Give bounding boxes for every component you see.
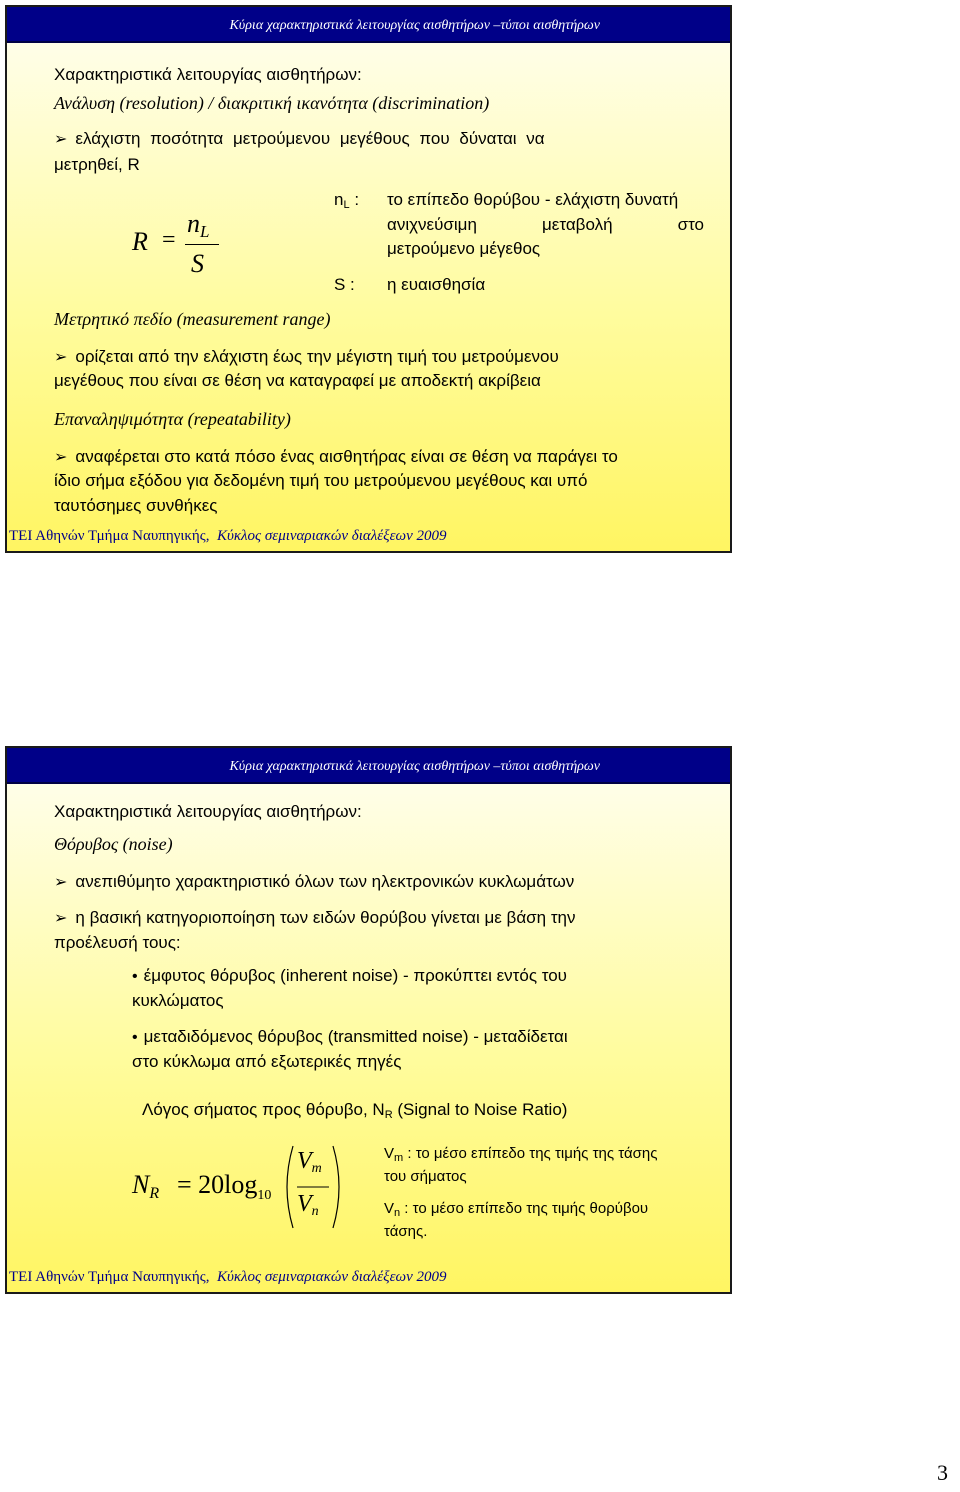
section-title: Χαρακτηριστικά λειτουργίας αισθητήρων: xyxy=(54,802,362,821)
def-nl-text3: μετρούμενο μέγεθος xyxy=(387,239,541,258)
def-s-label: S : xyxy=(334,275,355,294)
page-number: 3 xyxy=(937,1460,948,1485)
bullet-range-line2: μεγέθους που είναι σε θέση να καταγραφεί με αποδεκτή ακρίβεια xyxy=(54,371,541,390)
def-nl-text1: το επίπεδο θορύβου - ελάχιστη δυνατή xyxy=(387,190,679,209)
arrow-bullet-icon: ➢ xyxy=(54,131,68,148)
bullet-resolution: ➢ ελάχιστη ποσότητα μετρούμενου μεγέθους που δύναται να xyxy=(54,129,545,148)
bullet-repeatability: ➢ αναφέρεται στο κατά πόσο ένας αισθητήρας είναι σε θέση να παράγει το xyxy=(54,447,618,466)
sub-bullet-transmitted-line2: στο κύκλωμα από εξωτερικές πηγές xyxy=(132,1052,402,1071)
slide-header-bar xyxy=(7,748,730,784)
snr-title: Λόγος σήματος προς θόρυβο, $N_R$ (Signal to Noise Ratio) xyxy=(142,1100,568,1121)
def-vn-line2: τάσης. xyxy=(384,1223,428,1240)
repeatability-heading: Επαναληψιμότητα (repeatability) xyxy=(54,409,291,429)
noise-heading: Θόρυβος (noise) xyxy=(54,834,173,854)
bullet-range: ➢ ορίζεται από την ελάχιστη έως την μέγιστη τιμή του μετρούμενου xyxy=(54,347,559,366)
def-vn: $V_n$ : το μέσο επίπεδο της τιμής θορύβου xyxy=(384,1200,649,1219)
section-title: Χαρακτηριστικά λειτουργίας αισθητήρων: xyxy=(54,65,362,84)
def-nl-label: $n_L$ : xyxy=(334,190,360,211)
arrow-bullet-icon: ➢ xyxy=(54,910,68,927)
bullet-resolution-line2: μετρηθεί, R xyxy=(54,155,140,174)
slide-footer: ΤΕΙ Αθηνών Τμήμα Ναυπηγικής, Κύκλος σεμιναριακών διαλέξεων 2009 xyxy=(9,1269,447,1285)
bullet-dot-icon: • xyxy=(132,968,138,985)
fraction-bar xyxy=(185,244,219,245)
snr-numerator: Vm xyxy=(297,1148,322,1176)
formula-numerator: nL xyxy=(187,209,210,241)
def-nl-text2: ανιχνεύσιμη μεταβολή στο xyxy=(387,215,704,234)
bullet-repeatability-line3: ταυτόσημες συνθήκες xyxy=(54,496,218,515)
formula-equals: = xyxy=(162,227,176,253)
def-vm-line2: του σήματος xyxy=(384,1168,467,1185)
slide-noise xyxy=(5,746,732,1294)
snr-formula-lhs: NR xyxy=(132,1170,160,1202)
slide-header-title: Κύρια χαρακτηριστικά λειτουργίας αισθητήρων –τύποι αισθητήρων xyxy=(229,18,600,33)
snr-formula-log: = $20\log_{10}$ xyxy=(177,1170,272,1203)
slide-header-title: Κύρια χαρακτηριστικά λειτουργίας αισθητήρων –τύποι αισθητήρων xyxy=(229,759,600,774)
bullet-noise-categories: ➢ η βασική κατηγοριοποίηση των ειδών θορύβου γίνεται με βάση την xyxy=(54,908,576,927)
range-heading: Μετρητικό πεδίο (measurement range) xyxy=(54,309,331,329)
sub-bullet-transmitted: • μεταδιδόμενος θόρυβος (transmitted noise) - μεταδίδεται xyxy=(132,1027,568,1046)
sub-bullet-inherent: • έμφυτος θόρυβος (inherent noise) - προκύπτει εντός του xyxy=(132,966,567,985)
bullet-noise-def: ➢ ανεπιθύμητο χαρακτηριστικό όλων των ηλεκτρονικών κυκλωμάτων xyxy=(54,872,575,891)
bullet-dot-icon: • xyxy=(132,1029,138,1046)
arrow-bullet-icon: ➢ xyxy=(54,449,68,466)
slide-resolution xyxy=(5,5,732,553)
formula-lhs: R xyxy=(132,227,148,256)
resolution-heading: Ανάλυση (resolution) / διακριτική ικανότητα (discrimination) xyxy=(54,93,490,113)
arrow-bullet-icon: ➢ xyxy=(54,349,68,366)
arrow-bullet-icon: ➢ xyxy=(54,874,68,891)
formula-denominator: S xyxy=(191,249,204,278)
def-vm: $V_m$ : το μέσο επίπεδο της τιμής της τάσης xyxy=(384,1145,658,1164)
slide-footer: ΤΕΙ Αθηνών Τμήμα Ναυπηγικής, Κύκλος σεμιναριακών διαλέξεων 2009 xyxy=(9,528,447,544)
bullet-repeatability-line2: ίδιο σήμα εξόδου για δεδομένη τιμή του μετρούμενου μεγέθους και υπό xyxy=(54,471,588,490)
snr-denominator: Vn xyxy=(297,1191,319,1219)
bullet-noise-categories-line2: προέλευσή τους: xyxy=(54,933,181,952)
def-s-text: η ευαισθησία xyxy=(387,275,486,294)
sub-bullet-inherent-line2: κυκλώματος xyxy=(132,991,224,1010)
slide-header-bar xyxy=(7,7,730,43)
